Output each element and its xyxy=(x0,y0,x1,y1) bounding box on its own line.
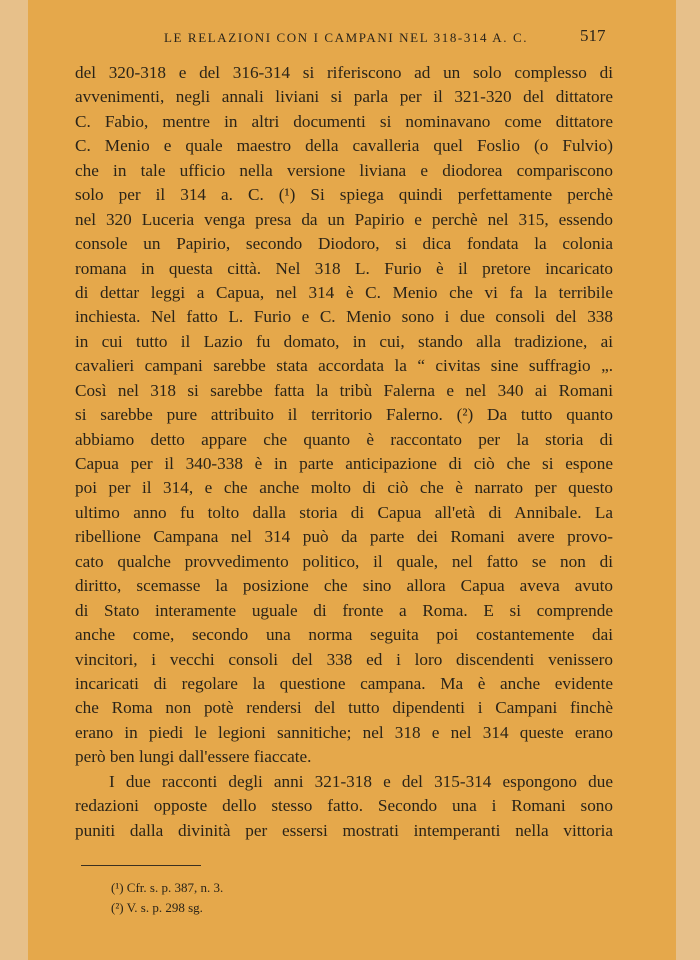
text-line: romana in questa città. Nel 318 L. Furio è il pretore incaricato xyxy=(75,258,613,278)
text-line: di dettar leggi a Capua, nel 314 è C. Menio che vi fa la terribile xyxy=(75,282,613,302)
text-line: redazioni opposte dello stesso fatto. Secondo una i Romani sono xyxy=(75,796,613,816)
text-line: vincitori, i vecchi consoli del 338 ed i loro discendenti venissero xyxy=(75,649,613,669)
text-line: solo per il 314 a. C. (¹) Si spiega quindi perfettamente perchè xyxy=(75,185,613,205)
text-line: console un Papirio, secondo Diodoro, si dica fondata la colonia xyxy=(75,234,613,254)
text-line: abbiamo detto appare che quanto è raccontato per la storia di xyxy=(75,429,613,449)
text-line: si sarebbe pure attribuito il territorio Falerno. (²) Da tutto quanto xyxy=(75,405,613,425)
running-title: LE RELAZIONI CON I CAMPANI NEL 318-314 A. C. xyxy=(164,30,529,45)
text-line: anche come, secondo una norma seguita poi costantemente dai xyxy=(75,625,613,645)
text-line: Così nel 318 si sarebbe fatta la tribù Falerna e nel 340 ai Romani xyxy=(75,380,613,400)
footnote: (²) V. s. p. 298 sg. xyxy=(111,900,203,915)
text-line: del 320-318 e del 316-314 si riferiscono ad un solo complesso di xyxy=(75,63,613,82)
text-line: avvenimenti, negli annali liviani si parla per il 321-320 del dittatore xyxy=(75,87,613,107)
text-line: erano in piedi le legioni sannitiche; nel 318 e nel 314 queste erano xyxy=(75,722,613,742)
footnote: (¹) Cfr. s. p. 387, n. 3. xyxy=(111,880,224,895)
footnotes xyxy=(111,878,223,918)
text-line: inchiesta. Nel fatto L. Furio e C. Menio sono i due consoli del 338 xyxy=(75,307,613,327)
text-line: che Roma non potè rendersi del tutto dipendenti i Campani finchè xyxy=(75,698,613,718)
text-line: puniti dalla divinità per essersi mostrati intemperanti nella vittoria xyxy=(75,820,613,840)
text-line: in cui tutto il Lazio fu domato, in cui, stando alla tradizione, ai xyxy=(75,331,613,351)
text-line: C. Menio e quale maestro della cavalleria quel Foslio (o Fulvio) xyxy=(75,136,613,156)
text-line: ultimo anno fu tolto dalla storia di Capua all'età di Annibale. La xyxy=(75,502,613,522)
text-line: incaricati di regolare la questione campana. Ma è anche evidente xyxy=(75,673,613,693)
page-number: 517 xyxy=(580,26,606,45)
footnote-divider xyxy=(81,865,201,866)
text-line: Capua per il 340-338 è in parte anticipazione di ciò che si espone xyxy=(75,454,613,473)
text-line: di Stato interamente uguale di fronte a Roma. E si comprende xyxy=(75,600,613,620)
text-line: diritto, scemasse la posizione che sino allora Capua aveva avuto xyxy=(75,576,613,596)
body-text xyxy=(75,61,613,843)
text-line: poi per il 314, e che anche molto di ciò che è narrato per questo xyxy=(75,478,613,498)
text-line: C. Fabio, mentre in altri documenti si nominavano come dittatore xyxy=(75,111,613,131)
text-line: nel 320 Luceria venga presa da un Papirio e perchè nel 315, essendo xyxy=(75,209,613,229)
book-page xyxy=(28,0,676,960)
text-line: cato qualche provvedimento politico, il quale, nel fatto se non di xyxy=(75,551,613,571)
page-header xyxy=(28,26,676,50)
text-line: ribellione Campana nel 314 può da parte dei Romani avere provo- xyxy=(75,527,613,547)
text-line: che in tale ufficio nella versione liviana e diodorea compariscono xyxy=(75,160,613,180)
text-line: I due racconti degli anni 321-318 e del 315-314 espongono due xyxy=(109,771,613,791)
text-line: cavalieri campani sarebbe stata accordata la “ civitas sine suffragio „. xyxy=(75,356,613,376)
text-line: però ben lungi dall'essere fiaccate. xyxy=(75,747,312,767)
